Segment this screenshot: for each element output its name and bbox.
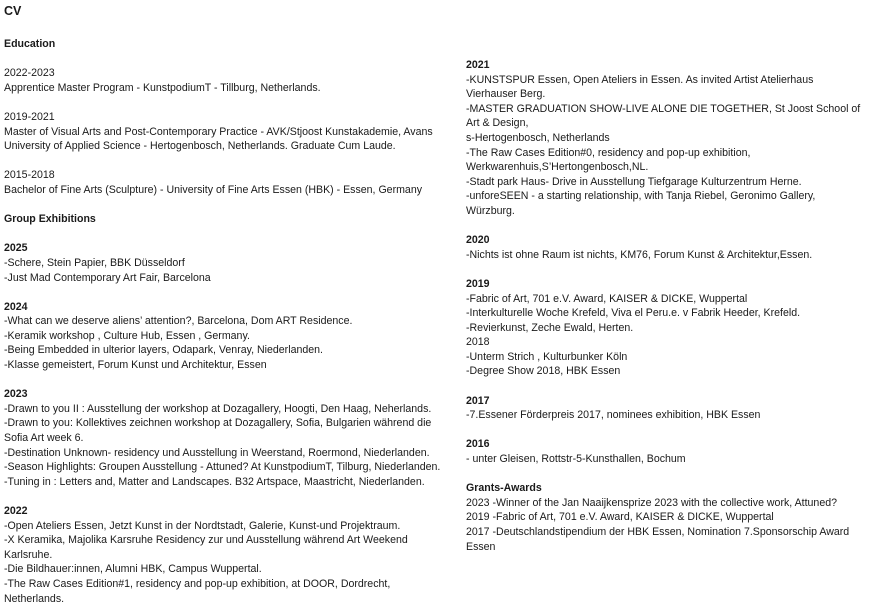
exhibition-item: -What can we deserve aliens’ attention?, Barcelona, Dom ART Residence.: [4, 315, 353, 328]
exhibition-item: -Drawn to you: Kollektives zeichnen workshop at Dozagallery, Sofia, Bulgarien während die: [4, 417, 432, 430]
cv-title: CV: [4, 4, 22, 18]
education-heading: Education: [4, 38, 56, 50]
exhibition-item: s-Hertogenbosch, Netherlands: [466, 131, 610, 144]
education-text: Bachelor of Fine Arts (Sculpture) - University of Fine Arts Essen (HBK) - Essen, Germany: [4, 183, 423, 196]
exhibition-item: Art & Design,: [466, 117, 529, 130]
year-heading-2023: 2023: [4, 388, 28, 401]
exhibition-item: Vierhauser Berg.: [466, 88, 546, 101]
year-heading-2025: 2025: [4, 242, 28, 255]
exhibition-item: 2018: [466, 336, 490, 349]
exhibition-item: -Drawn to you II : Ausstellung der workshop at Dozagallery, Hoogti, Den Haag, Neherlands.: [4, 402, 432, 415]
year-heading-2021: 2021: [466, 59, 490, 71]
exhibition-item: -The Raw Cases Edition#1, residency and pop-up exhibition, at DOOR, Dordrecht,: [4, 577, 391, 590]
exhibition-item: -Just Mad Contemporary Art Fair, Barcelona: [4, 271, 211, 284]
year-heading-2022: 2022: [4, 505, 28, 517]
exhibition-item: -X Keramika, Majolika Karsruhe Residency zur und Ausstellung während Art Weekend: [4, 534, 408, 547]
left-column: [4, 3, 456, 606]
exhibition-item: -unforeSEEN - a starting relationship, with Tanja Riebel, Geronimo Gallery,: [466, 190, 816, 203]
year-heading-2017: 2017: [466, 394, 490, 407]
exhibition-item: -Open Ateliers Essen, Jetzt Kunst in der Nordtstadt, Galerie, Kunst-und Projektraum.: [4, 519, 401, 532]
year-heading-2024: 2024: [4, 300, 28, 313]
exhibition-item: -Nichts ist ohne Raum ist nichts, KM76, Forum Kunst & Architektur,Essen.: [466, 248, 813, 261]
exhibition-item: -KUNSTSPUR Essen, Open Ateliers in Essen. As invited Artist Atelierhaus: [466, 73, 814, 86]
exhibition-item: -MASTER GRADUATION SHOW-LIVE ALONE DIE TOGETHER, St Joost School of: [466, 102, 861, 115]
exhibition-item: -Revierkunst, Zeche Ewald, Herten.: [466, 321, 634, 334]
education-text: Master of Visual Arts and Post-Contemporary Practice - AVK/Stjoost Kunstakademie, Avans: [4, 125, 433, 138]
education-text: University of Applied Science - Hertogenbosch, Netherlands. Graduate Cum Laude.: [4, 140, 396, 153]
exhibition-item: -Being Embedded in ulterior layers, Odapark, Venray, Niederlanden.: [4, 344, 323, 357]
year-heading-2019: 2019: [466, 277, 490, 290]
exhibition-item: Sofia Art week 6.: [4, 432, 84, 445]
exhibition-item: -The Raw Cases Edition#0, residency and pop-up exhibition,: [466, 146, 751, 159]
exhibition-item: -Interkulturelle Woche Krefeld, Viva el Peru.e. v Fabrik Heeder, Krefeld.: [466, 307, 801, 320]
exhibition-item: Würzburg.: [466, 204, 515, 217]
education-years: 2022-2023: [4, 67, 55, 80]
exhibition-item: -Die Bildhauer:innen, Alumni HBK, Campus Wuppertal.: [4, 563, 262, 576]
exhibition-item: -Season Highlights: Groupen Ausstellung - Attuned? At KunstpodiumT, Tilburg, Niederlanden.: [4, 461, 441, 474]
exhibition-item: -Stadt park Haus- Drive in Ausstellung Tiefgarage Kulturzentrum Herne.: [466, 175, 802, 188]
exhibition-item: -Tuning in : Letters and, Matter and Landscapes. B32 Artspace, Maastricht, Niederlanden.: [4, 475, 425, 488]
exhibition-item: -Unterm Strich , Kulturbunker Köln: [466, 350, 628, 363]
education-text: Apprentice Master Program - KunstpodiumT - Tillburg, Netherlands.: [4, 81, 321, 94]
award-item: 2019 -Fabric of Art, 701 e.V. Award, KAISER & DICKE, Wuppertal: [466, 511, 774, 524]
award-item: 2017 -Deutschlandstipendium der HBK Essen, Nomination 7.Sponsorschip Award: [466, 526, 850, 538]
exhibition-item: -Destination Unknown- residency und Ausstellung in Weerstand, Roermond, Niederlanden.: [4, 446, 430, 459]
year-heading-2020: 2020: [466, 234, 490, 247]
exhibition-item: -Schere, Stein Papier, BBK Düsseldorf: [4, 256, 185, 269]
exhibition-item: -Fabric of Art, 701 e.V. Award, KAISER & DICKE, Wuppertal: [466, 292, 748, 305]
award-item: Essen: [466, 540, 496, 553]
exhibition-item: -Degree Show 2018, HBK Essen: [466, 365, 621, 378]
year-heading-2016: 2016: [466, 438, 490, 451]
group-exhibitions-heading: Group Exhibitions: [4, 213, 96, 226]
exhibition-item: Karlsruhe.: [4, 548, 53, 561]
grants-awards-heading: Grants-Awards: [466, 482, 542, 495]
right-column: [466, 58, 866, 554]
exhibition-item: -Keramik workshop , Culture Hub, Essen , Germany.: [4, 329, 250, 342]
award-item: 2023 -Winner of the Jan Naaijkensprize 2023 with the collective work, Attuned?: [466, 496, 837, 509]
education-years: 2015-2018: [4, 169, 55, 182]
exhibition-item: - unter Gleisen, Rottstr-5-Kunsthallen, Bochum: [466, 453, 686, 466]
education-years: 2019-2021: [4, 110, 55, 123]
exhibition-item: Netherlands.: [4, 592, 65, 605]
exhibition-item: -Klasse gemeistert, Forum Kunst und Architektur, Essen: [4, 359, 267, 372]
exhibition-item: Werkwarenhuis,S’Hertongenbosch,NL.: [466, 161, 649, 174]
exhibition-item: -7.Essener Förderpreis 2017, nominees exhibition, HBK Essen: [466, 409, 761, 422]
